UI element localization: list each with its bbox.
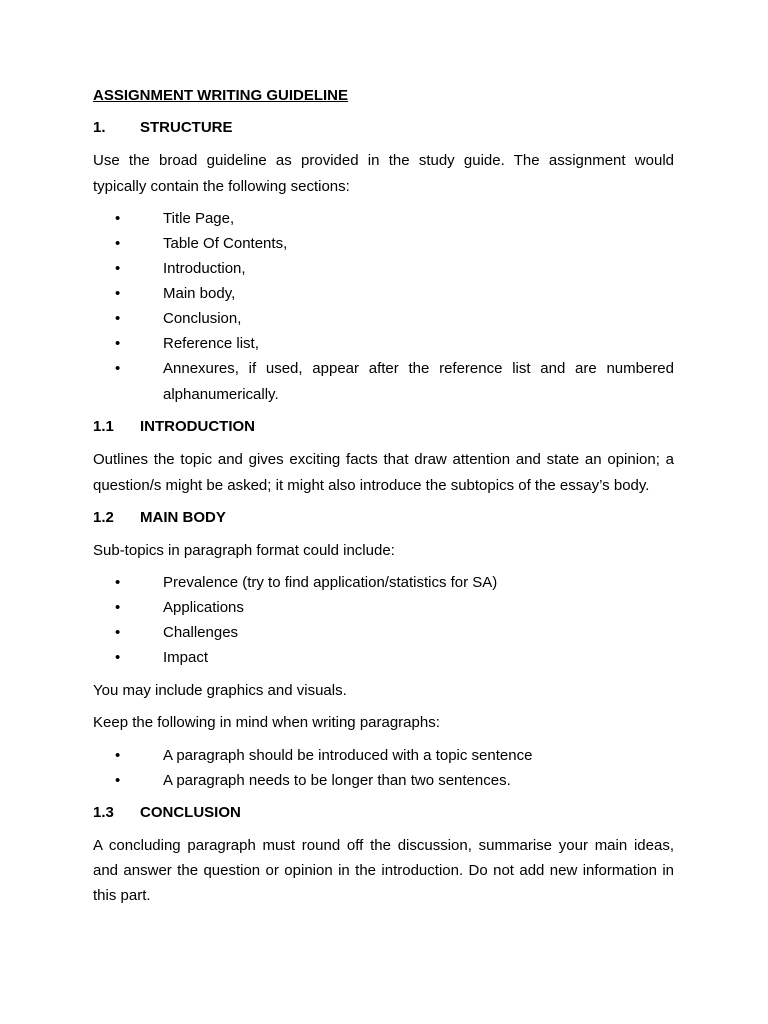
bullet-marker: • bbox=[115, 574, 121, 591]
structure-paragraph-line: Use the broad guideline as provided in the study guide. The assignment would bbox=[93, 152, 674, 169]
list-item: Applications bbox=[163, 599, 244, 616]
list-item: Prevalence (try to find application/statistics for SA) bbox=[163, 574, 498, 591]
list-item: Annexures, if used, appear after the reference list and are numbered bbox=[163, 360, 674, 377]
bullet-marker: • bbox=[115, 649, 121, 666]
section-title: CONCLUSION bbox=[140, 804, 241, 821]
bullet-marker: • bbox=[115, 624, 121, 641]
list-item: Challenges bbox=[163, 624, 239, 641]
bullet-marker: • bbox=[115, 310, 121, 327]
list-item: Conclusion, bbox=[163, 310, 242, 327]
document-title: ASSIGNMENT WRITING GUIDELINE bbox=[93, 87, 348, 104]
introduction-paragraph-line: Outlines the topic and gives exciting facts that draw attention and state an opinion; a bbox=[93, 451, 674, 468]
section-number: 1.2 bbox=[93, 509, 114, 526]
conclusion-paragraph-line: and answer the question or opinion in the introduction. Do not add new information in bbox=[93, 862, 674, 879]
list-item-continuation: alphanumerically. bbox=[163, 386, 279, 403]
bullet-marker: • bbox=[115, 210, 121, 227]
bullet-marker: • bbox=[115, 260, 121, 277]
section-heading-structure bbox=[93, 119, 233, 137]
list-item: Impact bbox=[163, 649, 209, 666]
section-title: MAIN BODY bbox=[140, 509, 226, 526]
section-heading-main-body bbox=[93, 509, 226, 527]
section-title: STRUCTURE bbox=[140, 119, 233, 136]
conclusion-paragraph-line: A concluding paragraph must round off the discussion, summarise your main ideas, bbox=[93, 837, 674, 854]
bullet-marker: • bbox=[115, 599, 121, 616]
graphics-note: You may include graphics and visuals. bbox=[93, 682, 347, 699]
list-item: Introduction, bbox=[163, 260, 246, 277]
section-number: 1. bbox=[93, 119, 106, 136]
main-body-intro: Sub-topics in paragraph format could include: bbox=[93, 542, 395, 559]
structure-paragraph-line: typically contain the following sections: bbox=[93, 178, 350, 195]
section-title: INTRODUCTION bbox=[140, 418, 255, 435]
section-heading-conclusion bbox=[93, 804, 241, 822]
section-heading-introduction bbox=[93, 418, 255, 436]
list-item: Reference list, bbox=[163, 335, 259, 352]
section-number: 1.1 bbox=[93, 418, 114, 435]
bullet-marker: • bbox=[115, 335, 121, 352]
list-item: Main body, bbox=[163, 285, 236, 302]
list-item: Table Of Contents, bbox=[163, 235, 288, 252]
section-number: 1.3 bbox=[93, 804, 114, 821]
list-item: A paragraph should be introduced with a topic sentence bbox=[163, 747, 533, 764]
list-item: Title Page, bbox=[163, 210, 235, 227]
introduction-paragraph-line: question/s might be asked; it might also introduce the subtopics of the essay’s body. bbox=[93, 477, 650, 494]
bullet-marker: • bbox=[115, 772, 121, 789]
bullet-marker: • bbox=[115, 360, 121, 377]
bullet-marker: • bbox=[115, 235, 121, 252]
bullet-marker: • bbox=[115, 285, 121, 302]
conclusion-paragraph-line: this part. bbox=[93, 887, 151, 904]
keep-in-mind-intro: Keep the following in mind when writing paragraphs: bbox=[93, 714, 440, 731]
list-item: A paragraph needs to be longer than two sentences. bbox=[163, 772, 511, 789]
bullet-marker: • bbox=[115, 747, 121, 764]
